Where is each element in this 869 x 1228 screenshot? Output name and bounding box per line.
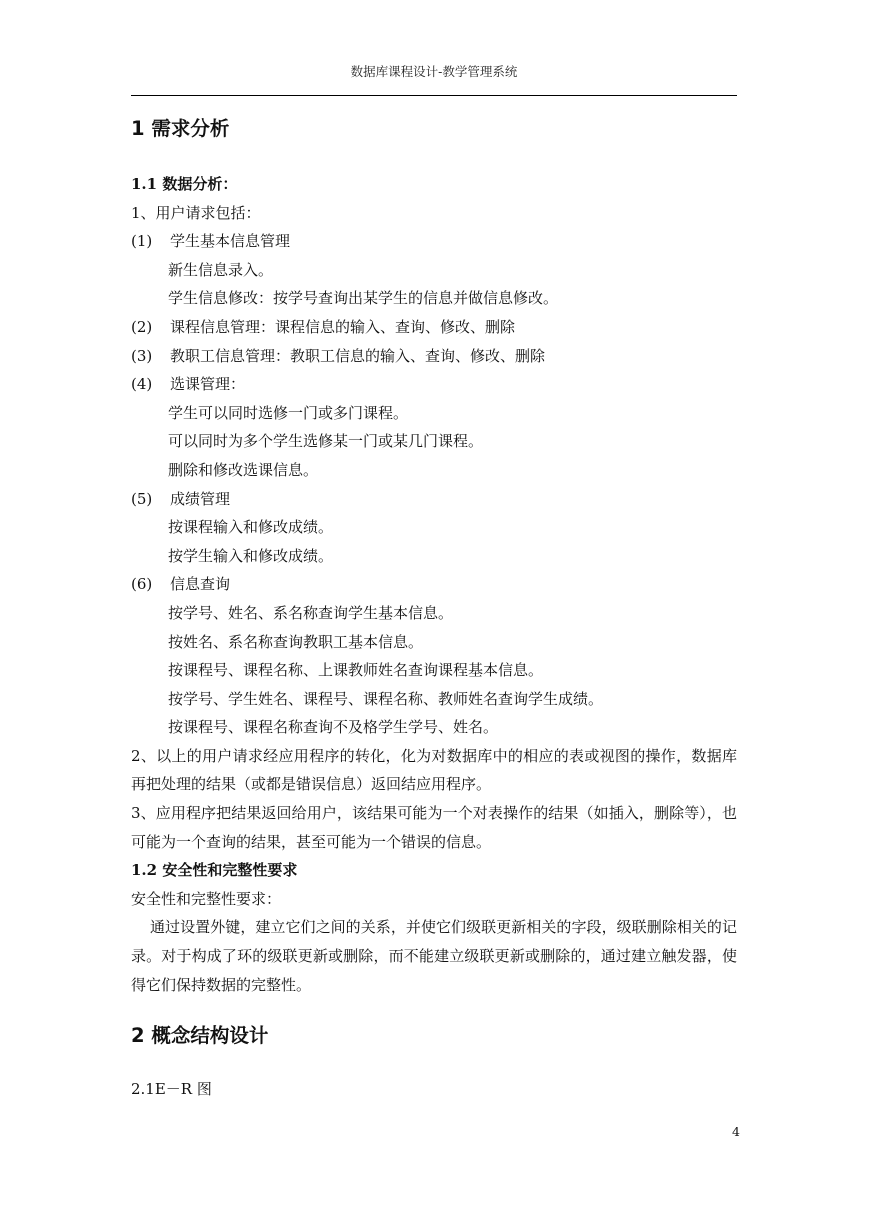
section-2-title: 2 概念结构设计 (131, 1024, 269, 1048)
list-sub-item: 学生可以同时选修一门或多门课程。 (168, 403, 409, 422)
list-sub-item: 按课程输入和修改成绩。 (168, 518, 334, 537)
list-item-label: 成绩管理 (170, 489, 231, 508)
paragraph-2: 2、以上的用户请求经应用程序的转化，化为对数据库中的相应的表或视图的操作，数据库再把处理的结果（或都是错误信息）返回结应用程序。 (131, 746, 737, 794)
list-item (131, 342, 737, 371)
list-item-label: 教职工信息管理：教职工信息的输入、查询、修改、删除 (170, 346, 546, 365)
list-sub-item: 按课程号、课程名称、上课教师姓名查询课程基本信息。 (168, 661, 544, 680)
list-item (131, 370, 737, 399)
section-1-1-title: 1.1 数据分析： (131, 175, 238, 193)
document-body (131, 112, 737, 1104)
list-sub-item: 可以同时为多个学生选修某一门或某几门课程。 (168, 432, 484, 451)
list-item-number: (6) (131, 575, 153, 594)
list-item-number: (4) (131, 375, 153, 394)
list-sub-item: 删除和修改选课信息。 (168, 460, 319, 479)
list-item (131, 570, 737, 599)
list-sub-item: 按学号、姓名、系名称查询学生基本信息。 (168, 603, 454, 622)
requirement-list (131, 227, 737, 742)
user-request-intro: 1、用户请求包括： (131, 203, 261, 222)
list-item-label: 课程信息管理：课程信息的输入、查询、修改、删除 (170, 317, 516, 336)
section-1-title: 1 需求分析 (131, 117, 230, 140)
list-sub-item: 学生信息修改：按学号查询出某学生的信息并做信息修改。 (168, 289, 559, 308)
list-sub-item: 按学号、学生姓名、课程号、课程名称、教师姓名查询学生成绩。 (168, 689, 604, 708)
list-item (131, 313, 737, 342)
list-sub-item: 按学生输入和修改成绩。 (168, 546, 334, 565)
list-item-label: 选课管理： (170, 375, 246, 394)
list-sub-item: 新生信息录入。 (168, 260, 274, 279)
header-rule (131, 95, 737, 96)
paragraph-3: 3、应用程序把结果返回给用户，该结果可能为一个对表操作的结果（如插入，删除等），也可能为一个查询的结果，甚至可能为一个错误的信息。 (131, 804, 737, 851)
list-item (131, 227, 737, 256)
security-intro: 安全性和完整性要求： (131, 889, 282, 908)
list-sub-item: 按姓名、系名称查询教职工基本信息。 (168, 632, 424, 651)
list-item-number: (1) (131, 232, 153, 251)
list-item-label: 学生基本信息管理 (170, 232, 291, 251)
page-header: 数据库课程设计-教学管理系统 (350, 64, 518, 79)
section-1-2-title: 1.2 安全性和完整性要求 (131, 861, 298, 880)
list-item-label: 信息查询 (170, 575, 231, 594)
page-number: 4 (732, 1124, 740, 1139)
section-2-1-title: 2.1E－R 图 (131, 1080, 212, 1099)
list-sub-item: 按课程号、课程名称查询不及格学生学号、姓名。 (168, 718, 499, 737)
security-paragraph: 通过设置外键，建立它们之间的关系，并使它们级联更新相关的字段，级联删除相关的记录。对于构成了环的级联更新或删除，而不能建立级联更新或删除的，通过建立触发器，使得它们保持数据的完整性。 (131, 918, 737, 994)
list-item-number: (5) (131, 489, 153, 508)
list-item (131, 485, 737, 514)
list-item-number: (3) (131, 346, 153, 365)
list-item-number: (2) (131, 317, 153, 336)
